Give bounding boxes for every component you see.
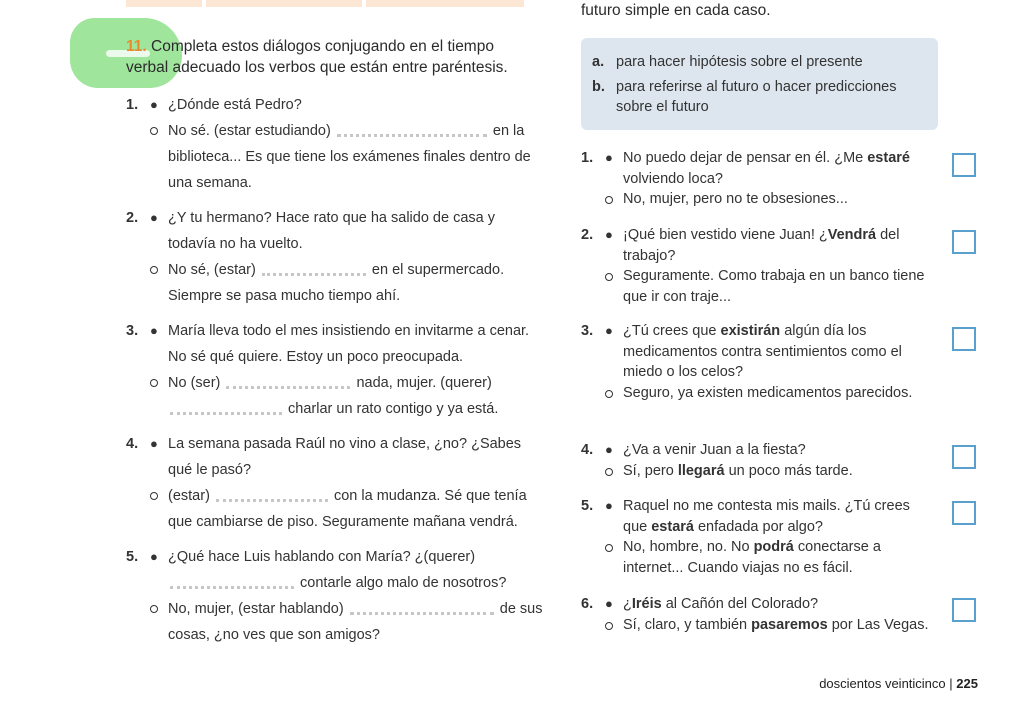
options-box <box>581 38 938 130</box>
right-item-2 <box>581 225 936 307</box>
top-color-strip-2 <box>206 0 362 7</box>
answer-blank[interactable] <box>337 126 487 137</box>
dialog-number: 3. <box>126 323 139 339</box>
right-item-5 <box>581 496 936 578</box>
dialog-line-b <box>168 596 546 648</box>
answer-checkbox-1[interactable] <box>952 153 976 177</box>
item-text: ¿ <box>623 596 632 612</box>
dialog-text: María lleva todo el mes insistiendo en invitarme a cenar. No sé qué quiere. Estoy un poco preocupada. <box>168 323 530 365</box>
item-verb: llegará <box>677 462 725 479</box>
dialog-1 <box>126 92 546 196</box>
dialog-text: contarle algo malo de nosotros? <box>300 575 507 591</box>
item-verb: Iréis <box>631 596 662 612</box>
dialog-text: No (ser) <box>168 375 221 391</box>
item-number: 4. <box>581 442 594 458</box>
dialog-3 <box>126 318 546 422</box>
exercise-11-dialogs <box>126 92 546 657</box>
dialog-line-b <box>168 483 546 535</box>
item-number: 5. <box>581 498 594 514</box>
page-footer <box>819 676 978 691</box>
dialog-line-a: ● ¿Y tu hermano? Hace rato que ha salido de casa y todavía no ha vuelto. <box>150 210 495 252</box>
item-text: ¿Va a venir Juan a la fiesta? <box>623 442 806 458</box>
item-text: Seguramente. Como trabaja en un banco tiene que ir con traje... <box>623 268 925 305</box>
item-text: algún día los medicamentos contra sentimientos como el miedo o los celos? <box>623 323 902 380</box>
option-text: para hacer hipótesis sobre el presente <box>616 54 863 70</box>
dialog-line-a: ● María lleva todo el mes insistiendo en invitarme a cenar. No sé qué quiere. Estoy un poco preocupada. <box>150 323 530 365</box>
dialog-line-b <box>168 370 546 422</box>
item-text: enfadada por algo? <box>693 518 823 535</box>
item-number: 1. <box>581 150 594 166</box>
item-text: un poco más tarde. <box>724 462 853 479</box>
dialog-text: de sus cosas, ¿no ves que son amigos? <box>168 601 543 643</box>
item-line-b <box>623 189 936 210</box>
item-line-a: ● ¿Tú crees que existirán algún día los medicamentos contra sentimientos como el miedo o los celos? <box>605 323 902 380</box>
item-line-a: ● No puedo dejar de pensar en él. ¿Me estaré volviendo loca? <box>605 150 910 187</box>
answer-checkbox-2[interactable] <box>952 230 976 254</box>
item-line-b <box>623 461 936 482</box>
item-verb: Vendrá <box>827 227 877 243</box>
item-text: Sí, pero <box>623 462 678 479</box>
top-color-strip-3 <box>366 0 524 7</box>
right-intro-text: futuro simple en cada caso. <box>581 2 771 19</box>
item-line-a: ● ¿Iréis al Cañón del Colorado? <box>605 596 819 612</box>
exercise-text: Completa estos diálogos conjugando en el tiempo verbal adecuado los verbos que están entre paréntesis. <box>126 38 508 76</box>
item-line-b <box>623 266 936 307</box>
answer-checkbox-5[interactable] <box>952 501 976 525</box>
dialog-text: No sé, (estar) <box>168 262 256 278</box>
dialog-line-a: ● La semana pasada Raúl no vino a clase, ¿no? ¿Sabes qué le pasó? <box>150 436 522 478</box>
dialog-text: (estar) <box>168 488 210 504</box>
item-text: ¿Tú crees que <box>623 323 721 339</box>
item-text: No puedo dejar de pensar en él. ¿Me <box>623 150 868 166</box>
dialog-text: ¿Dónde está Pedro? <box>168 97 302 113</box>
dialog-text: charlar un rato contigo y ya está. <box>288 401 499 417</box>
item-verb: existirán <box>720 323 781 339</box>
item-text: No, mujer, pero no te obsesiones... <box>623 191 848 207</box>
dialog-4 <box>126 431 546 535</box>
answer-checkbox-6[interactable] <box>952 598 976 622</box>
dialog-text: con la mudanza. Sé que tenía que cambiarse de piso. Seguramente mañana vendrá. <box>168 488 527 530</box>
page-number-words: doscientos veinticinco <box>819 676 946 691</box>
dialog-line-b <box>168 257 546 309</box>
footer-separator: | <box>949 676 953 691</box>
dialog-text: en el supermercado. Siempre se pasa mucho tiempo ahí. <box>168 262 505 304</box>
answer-checkbox-4[interactable] <box>952 445 976 469</box>
dialog-text: en la biblioteca... Es que tiene los exámenes finales dentro de una semana. <box>168 123 531 191</box>
item-text: conectarse a internet... Cuando viajas no es fácil. <box>623 539 881 576</box>
dialog-text: nada, mujer. (querer) <box>356 375 492 391</box>
option-text: para referirse al futuro o hacer predicciones sobre el futuro <box>616 79 897 115</box>
dialog-number: 1. <box>126 97 139 113</box>
option-a <box>592 52 916 72</box>
dialog-line-b <box>168 118 546 196</box>
item-line-b <box>623 537 936 578</box>
dialog-text: No sé. (estar estudiando) <box>168 123 331 139</box>
item-verb: podrá <box>753 539 794 555</box>
right-item-1 <box>581 148 936 210</box>
item-line-a: ● Raquel no me contesta mis mails. ¿Tú crees que estará enfadada por algo? <box>605 498 910 535</box>
item-line-a: ● ¡Qué bien vestido viene Juan! ¿Vendrá del trabajo? <box>605 227 900 264</box>
answer-checkbox-3[interactable] <box>952 327 976 351</box>
item-text: Sí, claro, y también <box>623 616 752 633</box>
dialog-number: 5. <box>126 549 139 565</box>
item-verb: pasaremos <box>751 616 828 633</box>
dialog-text: ¿Qué hace Luis hablando con María? ¿(querer) <box>168 549 476 565</box>
dialog-line-a: ● ¿Dónde está Pedro? <box>150 97 302 113</box>
answer-blank[interactable] <box>226 378 350 389</box>
item-verb: estaré <box>867 150 910 166</box>
dialog-number: 4. <box>126 436 139 452</box>
item-text: volviendo loca? <box>623 170 723 187</box>
answer-blank[interactable] <box>262 265 366 276</box>
dialog-number: 2. <box>126 210 139 226</box>
dialog-5 <box>126 544 546 648</box>
item-text: Raquel no me contesta mis mails. ¿Tú crees que <box>623 498 910 535</box>
item-text: Seguro, ya existen medicamentos parecidos. <box>623 384 913 401</box>
dialog-2 <box>126 205 546 309</box>
answer-blank[interactable] <box>216 491 328 502</box>
dialog-text: La semana pasada Raúl no vino a clase, ¿no? ¿Sabes qué le pasó? <box>168 436 522 478</box>
item-text: por Las Vegas. <box>827 616 929 633</box>
item-line-b <box>623 615 936 636</box>
item-text: ¡Qué bien vestido viene Juan! ¿ <box>623 227 828 243</box>
item-text: No, hombre, no. No <box>623 539 754 555</box>
answer-blank[interactable] <box>170 578 294 589</box>
item-line-a: ● ¿Va a venir Juan a la fiesta? <box>605 442 806 458</box>
item-text: al Cañón del Colorado? <box>661 596 819 612</box>
option-b <box>592 77 916 117</box>
dialog-line-a: ● ¿Qué hace Luis hablando con María? ¿(querer) contarle algo malo de nosotros? <box>150 549 507 591</box>
item-number: 3. <box>581 323 594 339</box>
right-item-3 <box>581 321 936 403</box>
item-verb: estará <box>651 518 694 535</box>
item-number: 2. <box>581 227 594 243</box>
exercise-11-instruction <box>126 36 536 78</box>
top-color-strip-1 <box>126 0 202 7</box>
right-item-4 <box>581 440 936 481</box>
exercise-number: 11. <box>126 38 147 55</box>
right-item-6 <box>581 594 936 635</box>
item-line-b <box>623 383 936 404</box>
option-letter: b. <box>592 79 605 95</box>
option-letter: a. <box>592 54 605 70</box>
dialog-text: ¿Y tu hermano? Hace rato que ha salido de casa y todavía no ha vuelto. <box>168 210 495 252</box>
dialog-text: No, mujer, (estar hablando) <box>168 601 344 617</box>
answer-blank[interactable] <box>350 604 494 615</box>
item-number: 6. <box>581 596 594 612</box>
item-text: del trabajo? <box>623 227 900 264</box>
page-number: 225 <box>956 676 978 691</box>
answer-blank[interactable] <box>170 404 282 415</box>
